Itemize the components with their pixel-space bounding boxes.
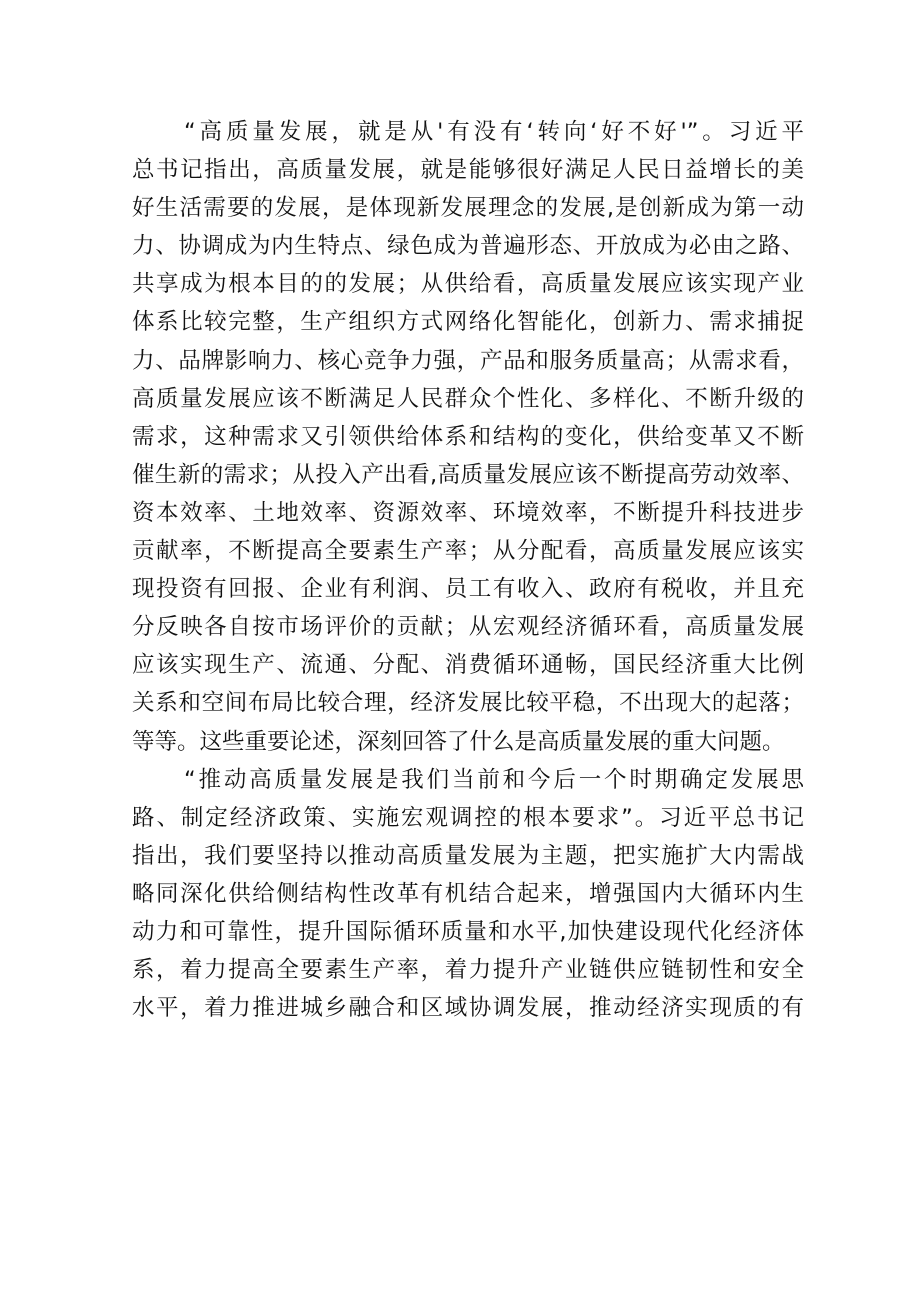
paragraph-line: 略同深化供给侧结构性改革有机结合起来，增强国内大循环内生 — [132, 880, 804, 907]
paragraph-line: 好生活需要的发展，是体现新发展理念的发展,是创新成为第一动 — [132, 195, 804, 222]
paragraph-line: 指出，我们要坚持以推动高质量发展为主题，把实施扩大内需战 — [132, 842, 804, 869]
paragraph-line: 贡献率，不断提高全要素生产率；从分配看，高质量发展应该实 — [132, 538, 804, 565]
paragraph-line: 路、制定经济政策、实施宏观调控的根本要求”。习近平总书记 — [132, 804, 804, 831]
paragraph-line: 高质量发展应该不断满足人民群众个性化、多样化、不断升级的 — [132, 385, 804, 412]
paragraph-line: 共享成为根本目的的发展；从供给看，高质量发展应该实现产业 — [132, 271, 804, 298]
paragraph-line: “高质量发展，就是从'有没有‘转向‘好不好'”。习近平 — [184, 119, 804, 145]
paragraph-line: 力、协调成为内生特点、绿色成为普遍形态、开放成为必由之路、 — [132, 233, 804, 260]
paragraph-2 — [132, 761, 804, 1028]
paragraph-line: 关系和空间布局比较合理，经济发展比较平稳，不出现大的起落； — [132, 690, 804, 717]
paragraph-line: 体系比较完整，生产组织方式网络化智能化，创新力、需求捕捉 — [132, 309, 804, 336]
paragraph-1 — [132, 113, 804, 761]
paragraph-line: 总书记指出，高质量发展，就是能够很好满足人民日益增长的美 — [132, 157, 804, 184]
paragraph-line: 需求，这种需求又引领供给体系和结构的变化，供给变革又不断 — [132, 423, 804, 450]
paragraph-line: “推动高质量发展是我们当前和今后一个时期确定发展思 — [184, 766, 804, 793]
paragraph-line: 力、品牌影响力、核心竞争力强，产品和服务质量高；从需求看， — [132, 347, 804, 374]
document-page — [132, 113, 804, 1027]
paragraph-line: 等等。这些重要论述，深刻回答了什么是高质量发展的重大问题。 — [132, 728, 785, 755]
paragraph-line: 催生新的需求；从投入产出看,高质量发展应该不断提高劳动效率、 — [132, 461, 804, 488]
paragraph-line: 动力和可靠性，提升国际循环质量和水平,加快建设现代化经济体 — [132, 918, 804, 945]
paragraph-line: 应该实现生产、流通、分配、消费循环通畅，国民经济重大比例 — [132, 652, 804, 679]
paragraph-line: 系，着力提高全要素生产率，着力提升产业链供应链韧性和安全 — [132, 957, 804, 984]
paragraph-line: 现投资有回报、企业有利润、员工有收入、政府有税收，并且充 — [132, 576, 804, 603]
paragraph-line: 水平，着力推进城乡融合和区域协调发展，推动经济实现质的有 — [132, 995, 804, 1022]
paragraph-line: 资本效率、土地效率、资源效率、环境效率，不断提升科技进步 — [132, 499, 804, 526]
paragraph-line: 分反映各自按市场评价的贡献；从宏观经济循环看，高质量发展 — [132, 614, 804, 641]
